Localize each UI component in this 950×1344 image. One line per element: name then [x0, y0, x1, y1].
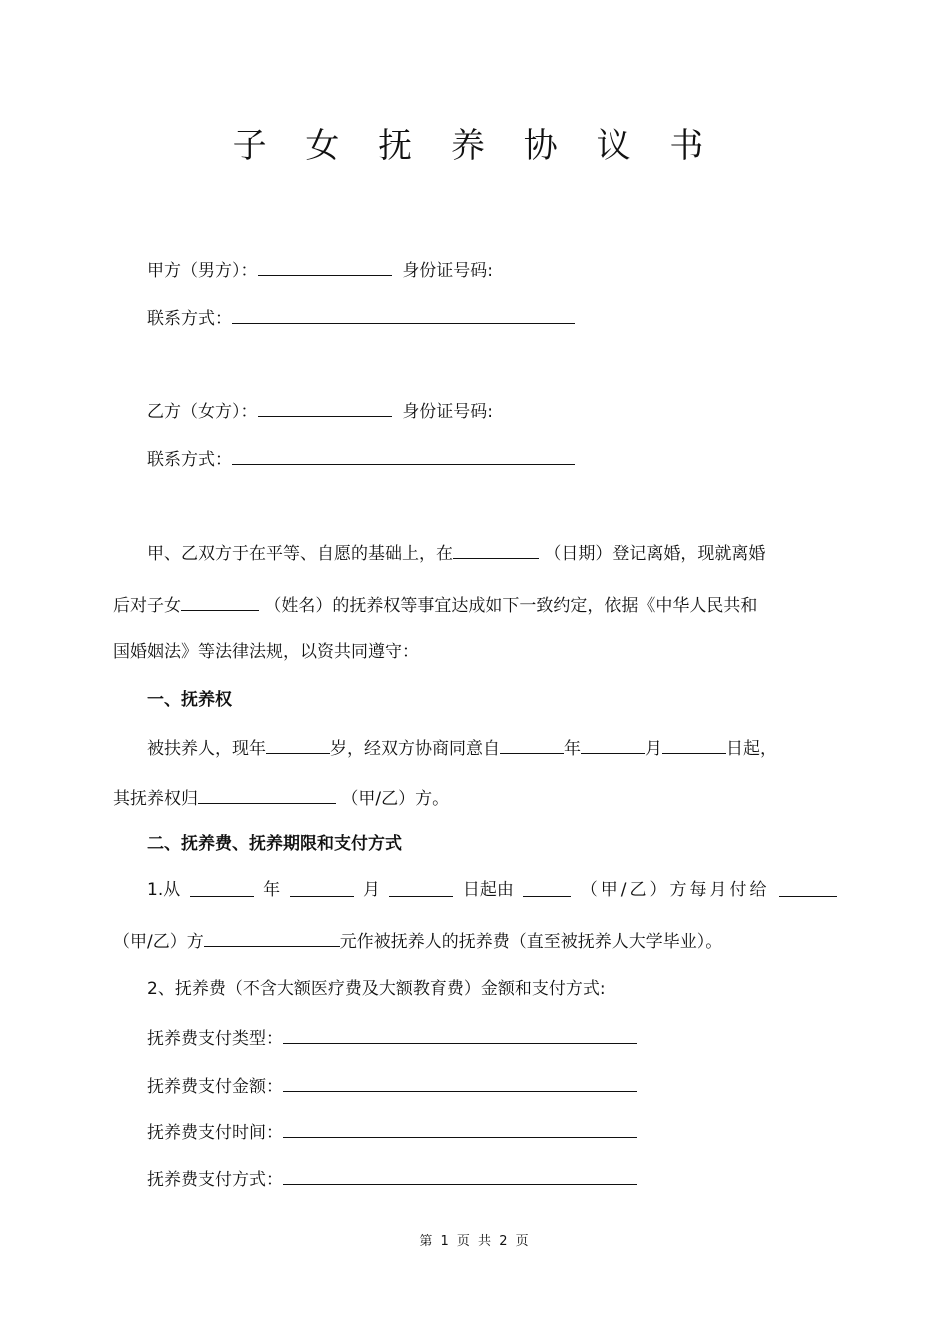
party-b-name-row: [147, 398, 493, 424]
payment-time-row: [147, 1119, 637, 1145]
payment-method-blank[interactable]: [283, 1166, 637, 1185]
custody-party-blank[interactable]: [198, 785, 336, 804]
section-text: （甲/乙）方: [113, 932, 204, 952]
section-text: （甲/乙）方每月付给: [580, 880, 770, 900]
section-text: （甲/乙）方。: [341, 789, 450, 809]
party-b-name-label: 乙方（女方）：: [147, 402, 258, 422]
payment-type-label: 抚养费支付类型：: [147, 1029, 283, 1049]
payment-method-label: 抚养费支付方式：: [147, 1170, 283, 1190]
party-a-id-label: 身份证号码:: [402, 261, 494, 281]
party-b-contact-row: [147, 446, 575, 472]
divorce-date-blank[interactable]: [453, 540, 539, 559]
payee-blank[interactable]: [779, 878, 837, 897]
day-blank[interactable]: [662, 735, 726, 754]
payment-amount-row: [147, 1073, 637, 1099]
section-1-line-1: [147, 735, 777, 761]
party-a-name-label: 甲方（男方）：: [147, 261, 258, 281]
payer-blank[interactable]: [523, 878, 571, 897]
section-text: 被扶养人，现年: [147, 739, 266, 759]
party-b-contact-blank[interactable]: [232, 446, 575, 465]
intro-text: 甲、乙双方于在平等、自愿的基础上，在: [147, 544, 453, 564]
party-a-contact-blank[interactable]: [232, 305, 575, 324]
payment-amount-blank[interactable]: [283, 1073, 637, 1092]
section-text: 月: [645, 739, 662, 759]
section-text: 1.从: [147, 880, 181, 900]
section-text: 月: [362, 880, 380, 900]
party-a-contact-label: 联系方式：: [147, 309, 232, 329]
year-blank[interactable]: [500, 735, 564, 754]
section-text: 岁，经双方协商同意自: [330, 739, 500, 759]
payment-time-label: 抚养费支付时间：: [147, 1123, 283, 1143]
start-day-blank[interactable]: [389, 878, 453, 897]
section-text: 日起，: [726, 739, 777, 759]
section-text: 年: [263, 880, 281, 900]
party-a-name-blank[interactable]: [258, 257, 392, 276]
party-a-contact-row: [147, 305, 575, 331]
section-text: 日起由: [462, 880, 514, 900]
payment-amount-label: 抚养费支付金额：: [147, 1077, 283, 1097]
payment-time-blank[interactable]: [283, 1119, 637, 1138]
start-year-blank[interactable]: [190, 878, 254, 897]
page-footer: 第 1 页 共 2 页: [419, 1234, 531, 1249]
age-blank[interactable]: [266, 735, 330, 754]
intro-line-3: [113, 640, 419, 664]
intro-text: 后对子女: [113, 596, 181, 616]
section-2-para-2: 2、抚养费（不含大额医疗费及大额教育费）金额和支付方式:: [147, 979, 606, 999]
section-2-para-1-line-2: [113, 928, 722, 954]
section-2-para-1-line-1: [147, 878, 837, 902]
intro-text: 国婚姻法》等法律法规，以资共同遵守：: [113, 642, 419, 662]
page-title: 子 女 抚 养 协 议 书: [232, 126, 718, 166]
section-text: 元作被抚养人的抚养费（直至被抚养人大学毕业）。: [339, 932, 723, 952]
payment-type-blank[interactable]: [283, 1025, 637, 1044]
intro-text: （日期）登记离婚，现就离婚: [544, 544, 766, 564]
party-b-contact-label: 联系方式：: [147, 450, 232, 470]
section-text: 其抚养权归: [113, 789, 198, 809]
party-b-id-label: 身份证号码:: [402, 402, 494, 422]
payment-method-row: [147, 1166, 637, 1192]
party-a-name-row: [147, 257, 493, 283]
month-blank[interactable]: [581, 735, 645, 754]
section-2-heading: 二、抚养费、抚养期限和支付方式: [147, 834, 402, 854]
start-month-blank[interactable]: [290, 878, 354, 897]
section-1-heading: 一、抚养权: [147, 690, 232, 710]
section-1-line-2: [113, 785, 449, 811]
monthly-amount-blank[interactable]: [204, 928, 340, 947]
party-b-name-blank[interactable]: [258, 398, 392, 417]
intro-text: （姓名）的抚养权等事宜达成如下一致约定，依据《中华人民共和: [264, 596, 758, 616]
intro-line-1: [147, 540, 765, 566]
child-name-blank[interactable]: [181, 592, 259, 611]
intro-line-2: [113, 592, 757, 618]
section-text: 年: [564, 739, 581, 759]
payment-type-row: [147, 1025, 637, 1051]
